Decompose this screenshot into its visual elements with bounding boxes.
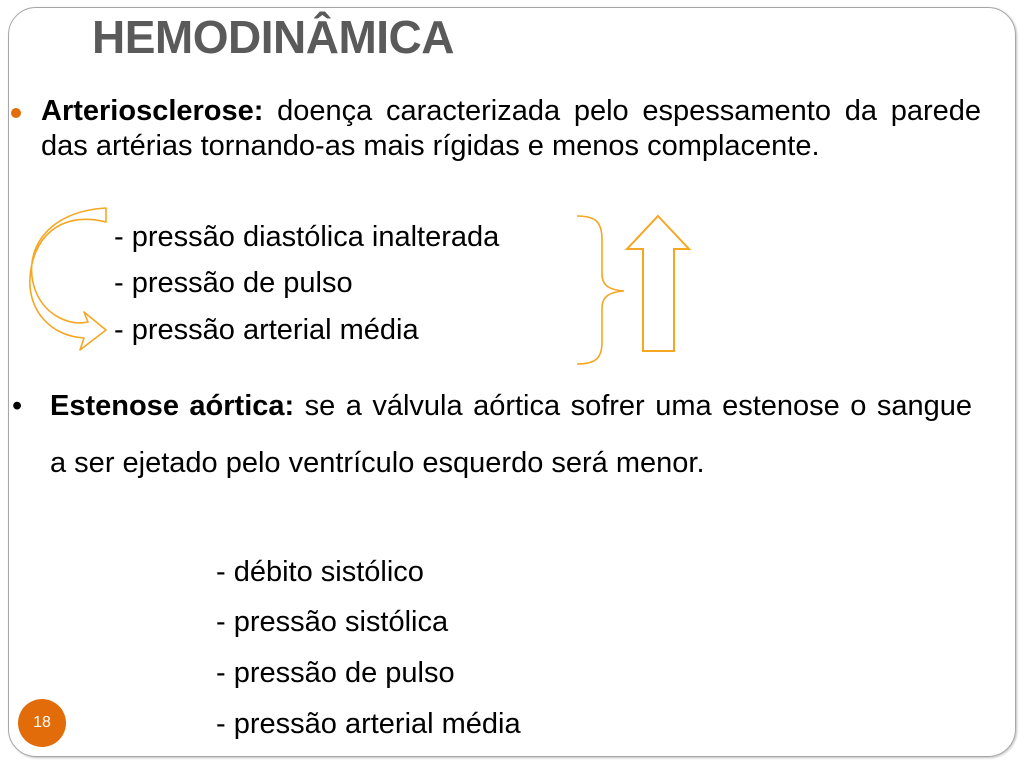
slide-title: HEMODINÂMICA: [92, 11, 454, 63]
page-number-badge: 18: [18, 699, 66, 747]
estenose-description: se a válvula aórtica sofrer uma estenose o sangue a ser ejetado pelo ventrículo esquerdo será menor.: [50, 390, 972, 479]
bullet-icon: •: [12, 390, 23, 422]
estenose-item-mean: - pressão arterial média: [216, 708, 521, 740]
arterio-item-mean: - pressão arterial média: [114, 314, 419, 346]
estenose-item-pulse: - pressão de pulso: [216, 657, 455, 689]
arteriosclerose-description: doença caracterizada pelo espessamento da parede das artérias tornando-as mais rígidas e menos complacente.: [41, 95, 981, 162]
arteriosclerose-paragraph: [41, 94, 981, 164]
estenose-item-stroke-output: - débito sistólico: [216, 556, 424, 588]
arteriosclerose-term: Arteriosclerose:: [41, 95, 264, 127]
estenose-item-systolic: - pressão sistólica: [216, 606, 449, 638]
estenose-term: Estenose aórtica:: [50, 390, 295, 422]
arterio-item-diastolic: - pressão diastólica inalterada: [114, 221, 500, 253]
estenose-paragraph: [50, 378, 972, 492]
bullet-dot-icon: [11, 108, 21, 118]
arterio-item-pulse: - pressão de pulso: [114, 267, 353, 299]
